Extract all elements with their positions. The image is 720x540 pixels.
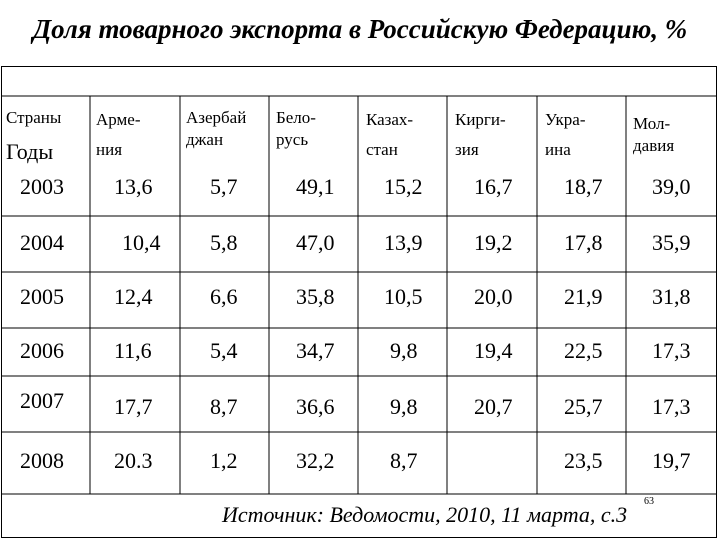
value-cell: 47,0 [296, 230, 335, 255]
value-cell: 5,8 [210, 230, 238, 255]
header-corner-years: Годы [6, 139, 54, 164]
value-cell: 12,4 [114, 284, 153, 309]
header-country-line2: стан [366, 140, 398, 159]
value-cell: 35,8 [296, 284, 335, 309]
value-cell: 32,2 [296, 448, 335, 473]
slide-title: Доля товарного экспорта в Российскую Федерацию, % [32, 14, 688, 44]
year-cell: 2008 [20, 448, 64, 473]
header-country-line1: Укра- [545, 110, 586, 129]
value-cell: 5,4 [210, 338, 238, 363]
value-cell: 13,6 [114, 174, 153, 199]
header-country-line1: Бело- [276, 108, 316, 127]
value-cell: 10,5 [384, 284, 423, 309]
header-country-line2: давия [633, 136, 675, 155]
value-cell: 13,9 [384, 230, 423, 255]
value-cell: 31,8 [652, 284, 691, 309]
value-cell: 8,7 [210, 394, 238, 419]
header-country-line1: Арме- [96, 110, 141, 129]
value-cell: 19,4 [474, 338, 513, 363]
value-cell: 21,9 [564, 284, 603, 309]
value-cell: 25,7 [564, 394, 603, 419]
value-cell: 11,6 [114, 338, 152, 363]
value-cell: 17,3 [652, 338, 691, 363]
value-cell: 19,2 [474, 230, 513, 255]
value-cell: 6,6 [210, 284, 238, 309]
value-cell: 10,4 [122, 230, 161, 255]
year-cell: 2006 [20, 338, 64, 363]
value-cell: 18,7 [564, 174, 603, 199]
page-number: 63 [644, 496, 654, 507]
value-cell: 17,7 [114, 394, 153, 419]
value-cell: 19,7 [652, 448, 691, 473]
value-cell: 39,0 [652, 174, 691, 199]
year-cell: 2007 [20, 388, 64, 413]
header-country-line2: ина [545, 140, 571, 159]
value-cell: 8,7 [390, 448, 418, 473]
source-note: Источник: Ведомости, 2010, 11 марта, с.3 [222, 502, 628, 527]
value-cell: 17,8 [564, 230, 603, 255]
header-country-line1: Азербай [186, 108, 247, 127]
value-cell: 1,2 [210, 448, 238, 473]
header-country-line2: джан [186, 130, 224, 149]
header-country-line2: зия [455, 140, 479, 159]
value-cell: 49,1 [296, 174, 335, 199]
header-country-line2: русь [276, 130, 309, 149]
value-cell: 23,5 [564, 448, 603, 473]
value-cell: 34,7 [296, 338, 335, 363]
year-cell: 2004 [20, 230, 64, 255]
value-cell: 17,3 [652, 394, 691, 419]
header-corner-countries: Страны [6, 108, 62, 127]
value-cell: 9,8 [390, 394, 418, 419]
value-cell: 16,7 [474, 174, 513, 199]
header-country-line2: ния [96, 140, 123, 159]
value-cell: 9,8 [390, 338, 418, 363]
value-cell: 35,9 [652, 230, 691, 255]
value-cell: 20.3 [114, 448, 153, 473]
year-cell: 2005 [20, 284, 64, 309]
value-cell: 22,5 [564, 338, 603, 363]
value-cell: 15,2 [384, 174, 423, 199]
year-cell: 2003 [20, 174, 64, 199]
value-cell: 20,0 [474, 284, 513, 309]
header-country-line1: Кирги- [455, 110, 506, 129]
value-cell: 36,6 [296, 394, 335, 419]
header-country-line1: Казах- [366, 110, 414, 129]
header-country-line1: Мол- [633, 114, 671, 133]
value-cell: 20,7 [474, 394, 513, 419]
value-cell: 5,7 [210, 174, 238, 199]
